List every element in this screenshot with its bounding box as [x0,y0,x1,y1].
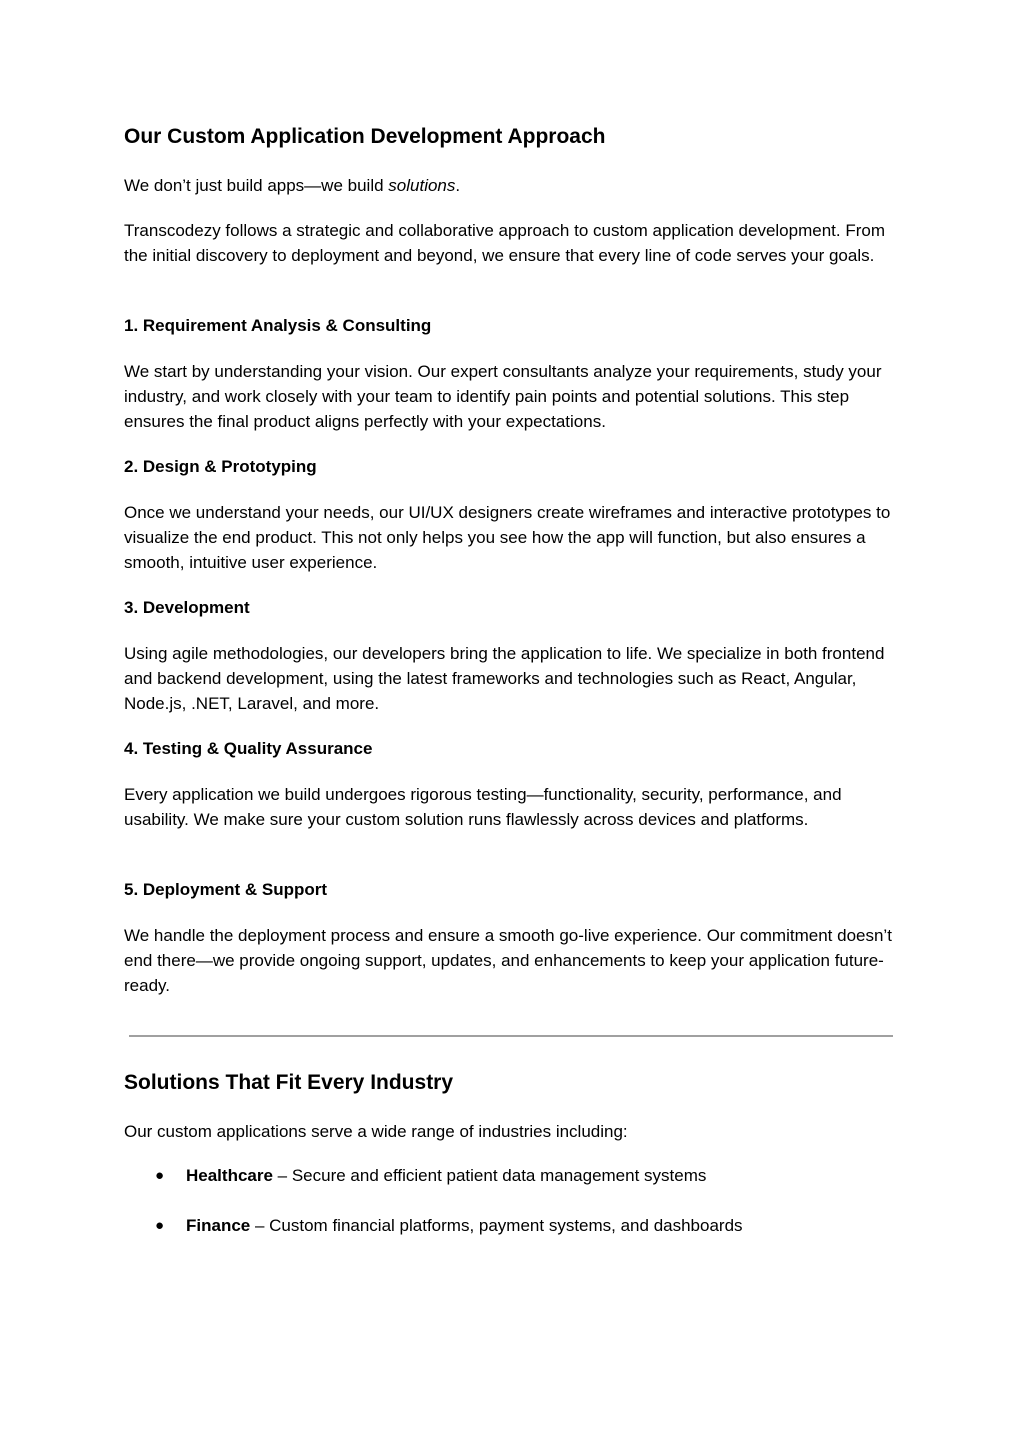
intro-suffix: . [455,176,461,195]
step-heading-1: 1. Requirement Analysis & Consulting [124,316,432,335]
step-heading-2: 2. Design & Prototyping [124,457,317,476]
step-body-3: Using agile methodologies, our developers bring the application to life. We specialize in both frontend and backend development, using the latest frameworks and technologies such as React, Angular, Node.js, .NET, Laravel, and more. [124,644,885,713]
step-heading-5: 5. Deployment & Support [124,880,328,899]
industry-name: Healthcare [186,1166,273,1185]
step-body-2: Once we understand your needs, our UI/UX designers create wireframes and interactive prototypes to visualize the end product. This not only helps you see how the app will function, but also ensures a smooth, intuitive user experience. [124,503,891,572]
step-body-1: We start by understanding your vision. Our expert consultants analyze your requirements, study your industry, and work closely with your team to identify pain points and potential solutions. This step ensures the final product aligns perfectly with your expectations. [124,362,882,431]
list-item-healthcare [124,1165,904,1187]
step-body-4: Every application we build undergoes rigorous testing—functionality, security, performance, and usability. We make sure your custom solution runs flawlessly across devices and platforms. [124,785,842,829]
list-item-finance [124,1215,904,1237]
step-body-5: We handle the deployment process and ensure a smooth go-live experience. Our commitment doesn’t end there—we provide ongoing support, updates, and enhancements to keep your application future-ready. [124,926,892,995]
industries-intro: Our custom applications serve a wide range of industries including: [124,1122,628,1141]
horizontal-divider [129,1035,893,1037]
intro-emphasis: solutions [388,176,456,195]
industry-description: – Custom financial platforms, payment systems, and dashboards [250,1216,743,1235]
section-title-industries: Solutions That Fit Every Industry [124,1071,454,1094]
bullet-icon: ● [155,1217,165,1234]
step-heading-4: 4. Testing & Quality Assurance [124,739,373,758]
industry-description: – Secure and efficient patient data management systems [272,1166,707,1185]
industry-name: Finance [186,1216,251,1235]
industry-list [124,1165,904,1265]
intro-prefix: We don’t just build apps—we build [124,176,389,195]
overview-paragraph: Transcodezy follows a strategic and collaborative approach to custom application development. From the initial discovery to deployment and beyond, we ensure that every line of code serves your goals. [124,221,885,265]
step-heading-3: 3. Development [124,598,250,617]
bullet-icon: ● [155,1167,165,1184]
intro-paragraph [124,173,904,198]
section-title-approach: Our Custom Application Development Approach [124,125,606,148]
